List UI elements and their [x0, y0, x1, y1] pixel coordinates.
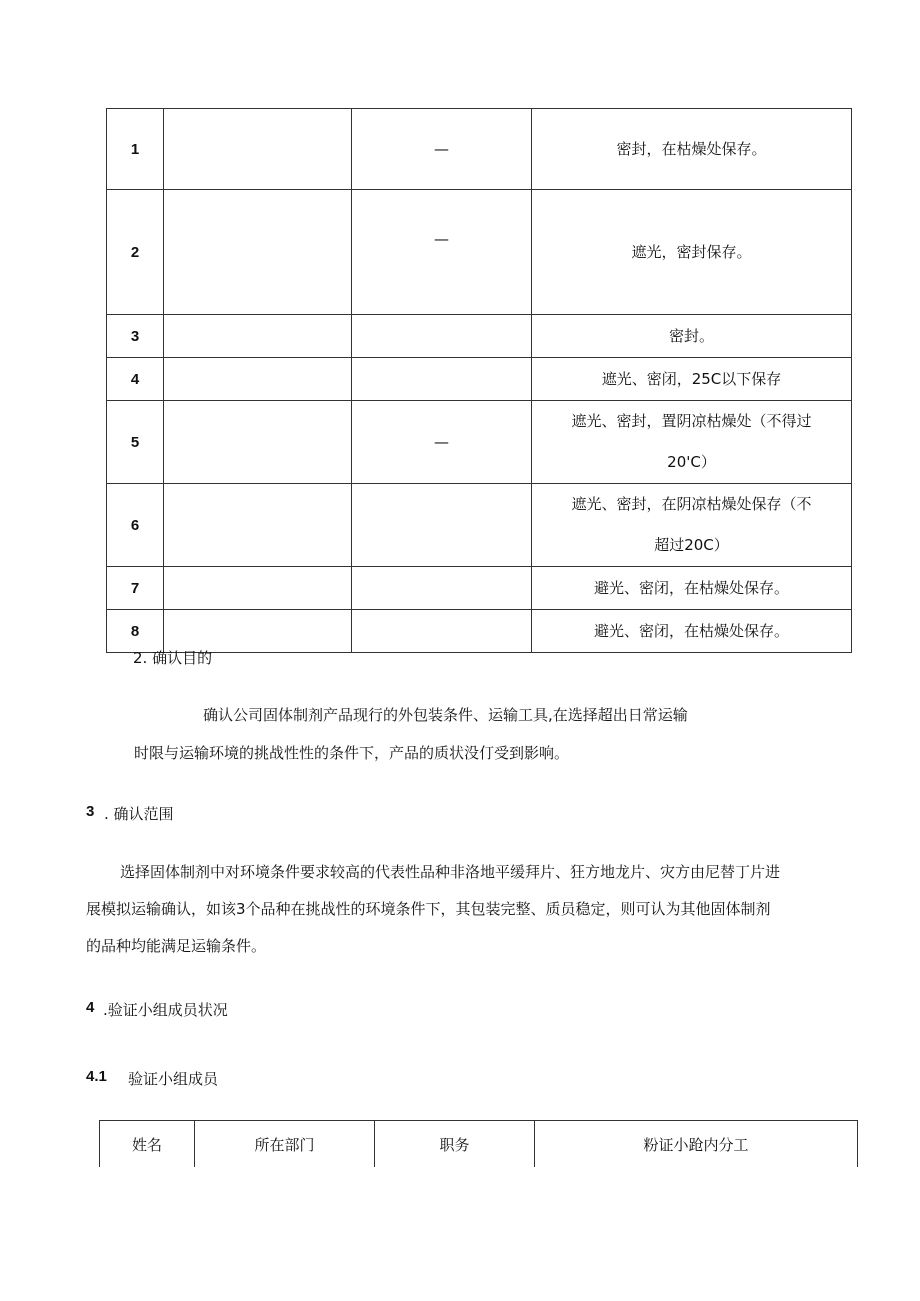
header-responsibility: 粉证小跄内分工	[535, 1121, 858, 1168]
condition-line: 20'C）	[667, 453, 716, 471]
header-department: 所在部门	[195, 1121, 375, 1168]
section-4-1-number: 4.1	[86, 1068, 107, 1085]
storage-condition	[532, 567, 852, 610]
row-number: 3	[107, 315, 164, 358]
condition-line: 遮光、密闭，25C以下保存	[601, 370, 782, 388]
spec-cell: —	[352, 190, 532, 315]
storage-conditions-table	[106, 108, 852, 653]
row-number: 4	[107, 358, 164, 401]
product-cell	[164, 567, 352, 610]
section-3-paragraph-line: 展模拟运输确认，如该3个品种在挑战性的环境条件下，其包装完整、质员稳定，则可认为其他固体制剂	[86, 900, 771, 918]
header-position: 职务	[375, 1121, 535, 1168]
team-members-table	[99, 1120, 858, 1167]
condition-line: 密封，在枯燥处保存。	[616, 140, 767, 158]
product-cell	[164, 401, 352, 484]
row-number: 5	[107, 401, 164, 484]
spec-cell	[352, 567, 532, 610]
row-number: 1	[107, 109, 164, 190]
product-cell	[164, 109, 352, 190]
section-2-paragraph-line: 确认公司固体制剂产品现行的外包装条件、运输工具,在选择超出日常运输	[203, 706, 688, 724]
condition-line: 遮光，密封保存。	[631, 243, 752, 261]
spec-cell	[352, 610, 532, 653]
table-header-row	[100, 1121, 858, 1168]
condition-line: 密封。	[668, 327, 714, 345]
product-cell	[164, 484, 352, 567]
section-2-paragraph-line: 时限与运输环境的挑战性性的条件下，产品的质状没仃受到影响。	[134, 744, 570, 762]
section-4-number: 4	[86, 999, 95, 1016]
spec-cell	[352, 315, 532, 358]
product-cell	[164, 358, 352, 401]
condition-line: 避光、密闭，在枯燥处保存。	[593, 579, 789, 597]
row-number: 6	[107, 484, 164, 567]
section-2-heading: 2. 确认目的	[133, 649, 213, 667]
spec-cell	[352, 484, 532, 567]
storage-condition	[532, 358, 852, 401]
table-row	[107, 358, 852, 401]
spec-cell: —	[352, 401, 532, 484]
product-cell	[164, 190, 352, 315]
storage-condition	[532, 484, 852, 567]
section-3-paragraph-line: 的品种均能满足运输条件。	[86, 937, 267, 955]
row-number: 8	[107, 610, 164, 653]
section-3-number: 3	[86, 803, 95, 820]
header-name: 姓名	[100, 1121, 195, 1168]
condition-line: 遮光、密封，置阴凉枯燥处（不得过	[571, 412, 812, 430]
table-row	[107, 401, 852, 484]
table-row	[107, 484, 852, 567]
table-row	[107, 109, 852, 190]
section-4-1-heading: 验证小组成员	[128, 1070, 219, 1088]
section-3-paragraph-line: 选择固体制剂中对环境条件要求较高的代表性品种非洛地平缓拜片、狂方地龙片、灾方由尼替丁片进	[120, 863, 781, 881]
condition-line: 避光、密闭，在枯燥处保存。	[593, 622, 789, 640]
row-number: 7	[107, 567, 164, 610]
table-row	[107, 610, 852, 653]
storage-condition	[532, 190, 852, 315]
storage-condition	[532, 610, 852, 653]
spec-cell	[352, 358, 532, 401]
row-number: 2	[107, 190, 164, 315]
product-cell	[164, 315, 352, 358]
table-row	[107, 315, 852, 358]
storage-condition	[532, 109, 852, 190]
section-4-heading: .验证小组成员状况	[103, 1001, 228, 1019]
storage-condition	[532, 401, 852, 484]
condition-line: 超过20C）	[654, 536, 729, 554]
condition-line: 遮光、密封，在阴凉枯燥处保存（不	[571, 495, 812, 513]
spec-cell: —	[352, 109, 532, 190]
section-3-heading: . 确认范围	[104, 805, 174, 823]
storage-condition	[532, 315, 852, 358]
table-row	[107, 567, 852, 610]
table-row	[107, 190, 852, 315]
